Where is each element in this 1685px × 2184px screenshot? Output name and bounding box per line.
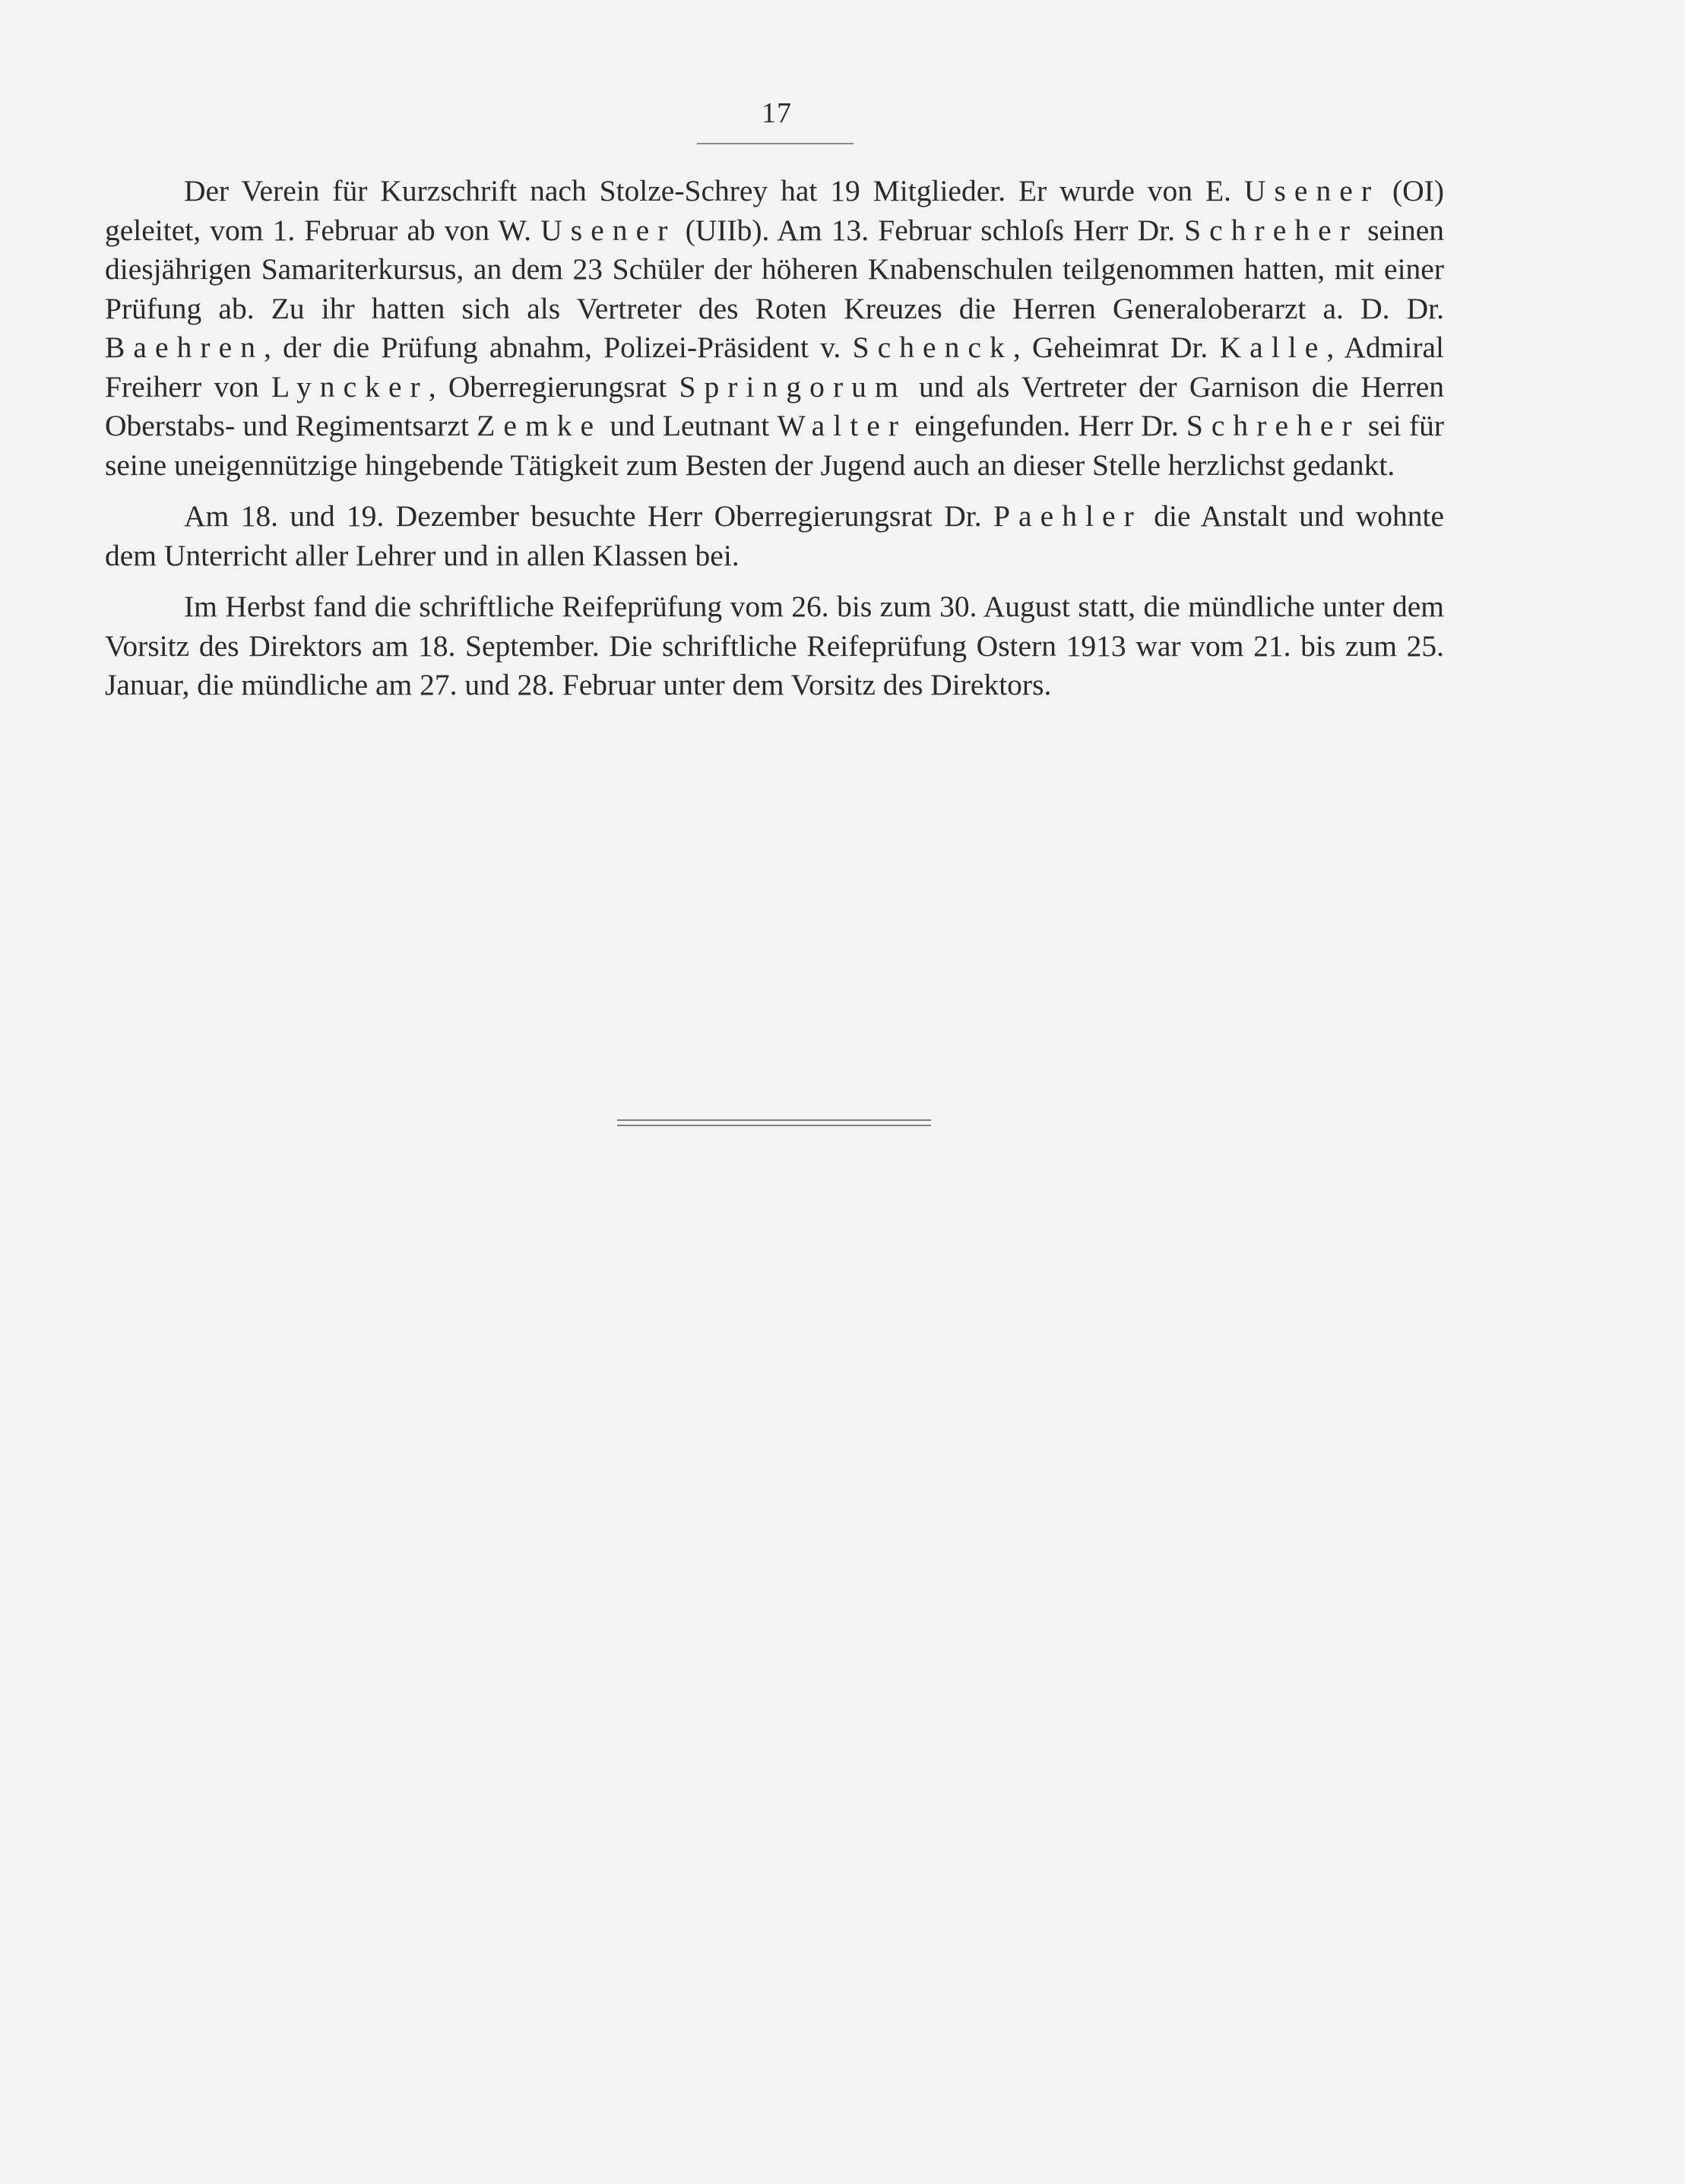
spaced-name: Usener <box>540 213 676 247</box>
text-run: , Geheimrat Dr. <box>1012 331 1208 364</box>
spaced-name: Walter <box>777 409 907 442</box>
text-run: und als Vertreter der Garnison die Herren Oberstabs- und Regimentsarzt <box>105 369 1445 442</box>
spaced-name: Baehren <box>105 331 264 364</box>
paragraph-inspection-visit <box>105 497 1444 575</box>
end-double-rule <box>617 1119 931 1130</box>
spaced-name: Zemke <box>477 409 603 442</box>
page-number: 17 <box>762 97 792 129</box>
text-run: , Admiral Freiherr von <box>105 331 1445 404</box>
text-run: sei für seine uneigennützige hingebende Tätigkeit zum Besten der Jugend auch an dieser Stelle herzlichst gedankt. <box>105 409 1445 482</box>
paragraph-shorthand-club <box>105 172 1444 485</box>
text-run: eingefunden. Herr Dr. <box>914 409 1179 442</box>
text-run: und Leutnant <box>610 409 770 442</box>
text-run: (UIIb). Am 13. Februar schloſs Herr Dr. <box>685 213 1175 247</box>
end-rule-line <box>617 1119 931 1121</box>
text-run: seinen diesjährigen Samariterkursus, an dem 23 Schüler der höheren Knabenschulen teilgenommen hatten, mit einer Prüfung ab. Zu ihr hatten sich als Vertreter des Roten Kreuzes die Herren Generaloberarzt a. D. Dr. <box>105 213 1445 325</box>
text-run: , Oberregierungsrat <box>428 369 667 404</box>
spaced-name: Springorum <box>679 369 907 404</box>
text-run: die Anstalt und wohnte dem Unterricht aller Lehrer und in allen Klassen bei. <box>105 499 1445 572</box>
paragraph-final-exams <box>105 587 1444 705</box>
text-run: Der Verein für Kurzschrift nach Stolze-Schrey hat 19 Mitglieder. Er wurde von E. <box>184 174 1231 207</box>
spaced-name: Kalle <box>1219 331 1327 364</box>
text-run: Im Herbst fand die schriftliche Reifeprüfung vom 26. bis zum 30. August statt, die mündliche unter dem Vorsitz des Direktors am 18. September. Die schriftliche Reifeprüfung Ostern 1913 war vom 21. bis zum 25. Januar, die mündliche am 27. und 28. Februar unter dem Vorsitz des Direktors. <box>105 590 1444 701</box>
spaced-name: Schenck <box>852 331 1013 364</box>
text-run: Am 18. und 19. Dezember besuchte Herr Oberregierungsrat Dr. <box>184 499 982 533</box>
page-number-rule <box>697 143 854 144</box>
spaced-name: Lyncker <box>271 369 429 404</box>
body-text <box>105 172 1444 717</box>
spaced-name: Schreher <box>1186 409 1360 442</box>
spaced-name: Paehler <box>993 499 1142 533</box>
text-run: , der die Prüfung abnahm, Polizei-Präsident v. <box>264 331 841 364</box>
spaced-name: Schreher <box>1184 213 1358 247</box>
end-rule-line <box>617 1125 931 1126</box>
spaced-name: Usener <box>1243 174 1380 207</box>
text-run: (OI) geleitet, vom 1. Februar ab von W. <box>105 174 1444 247</box>
